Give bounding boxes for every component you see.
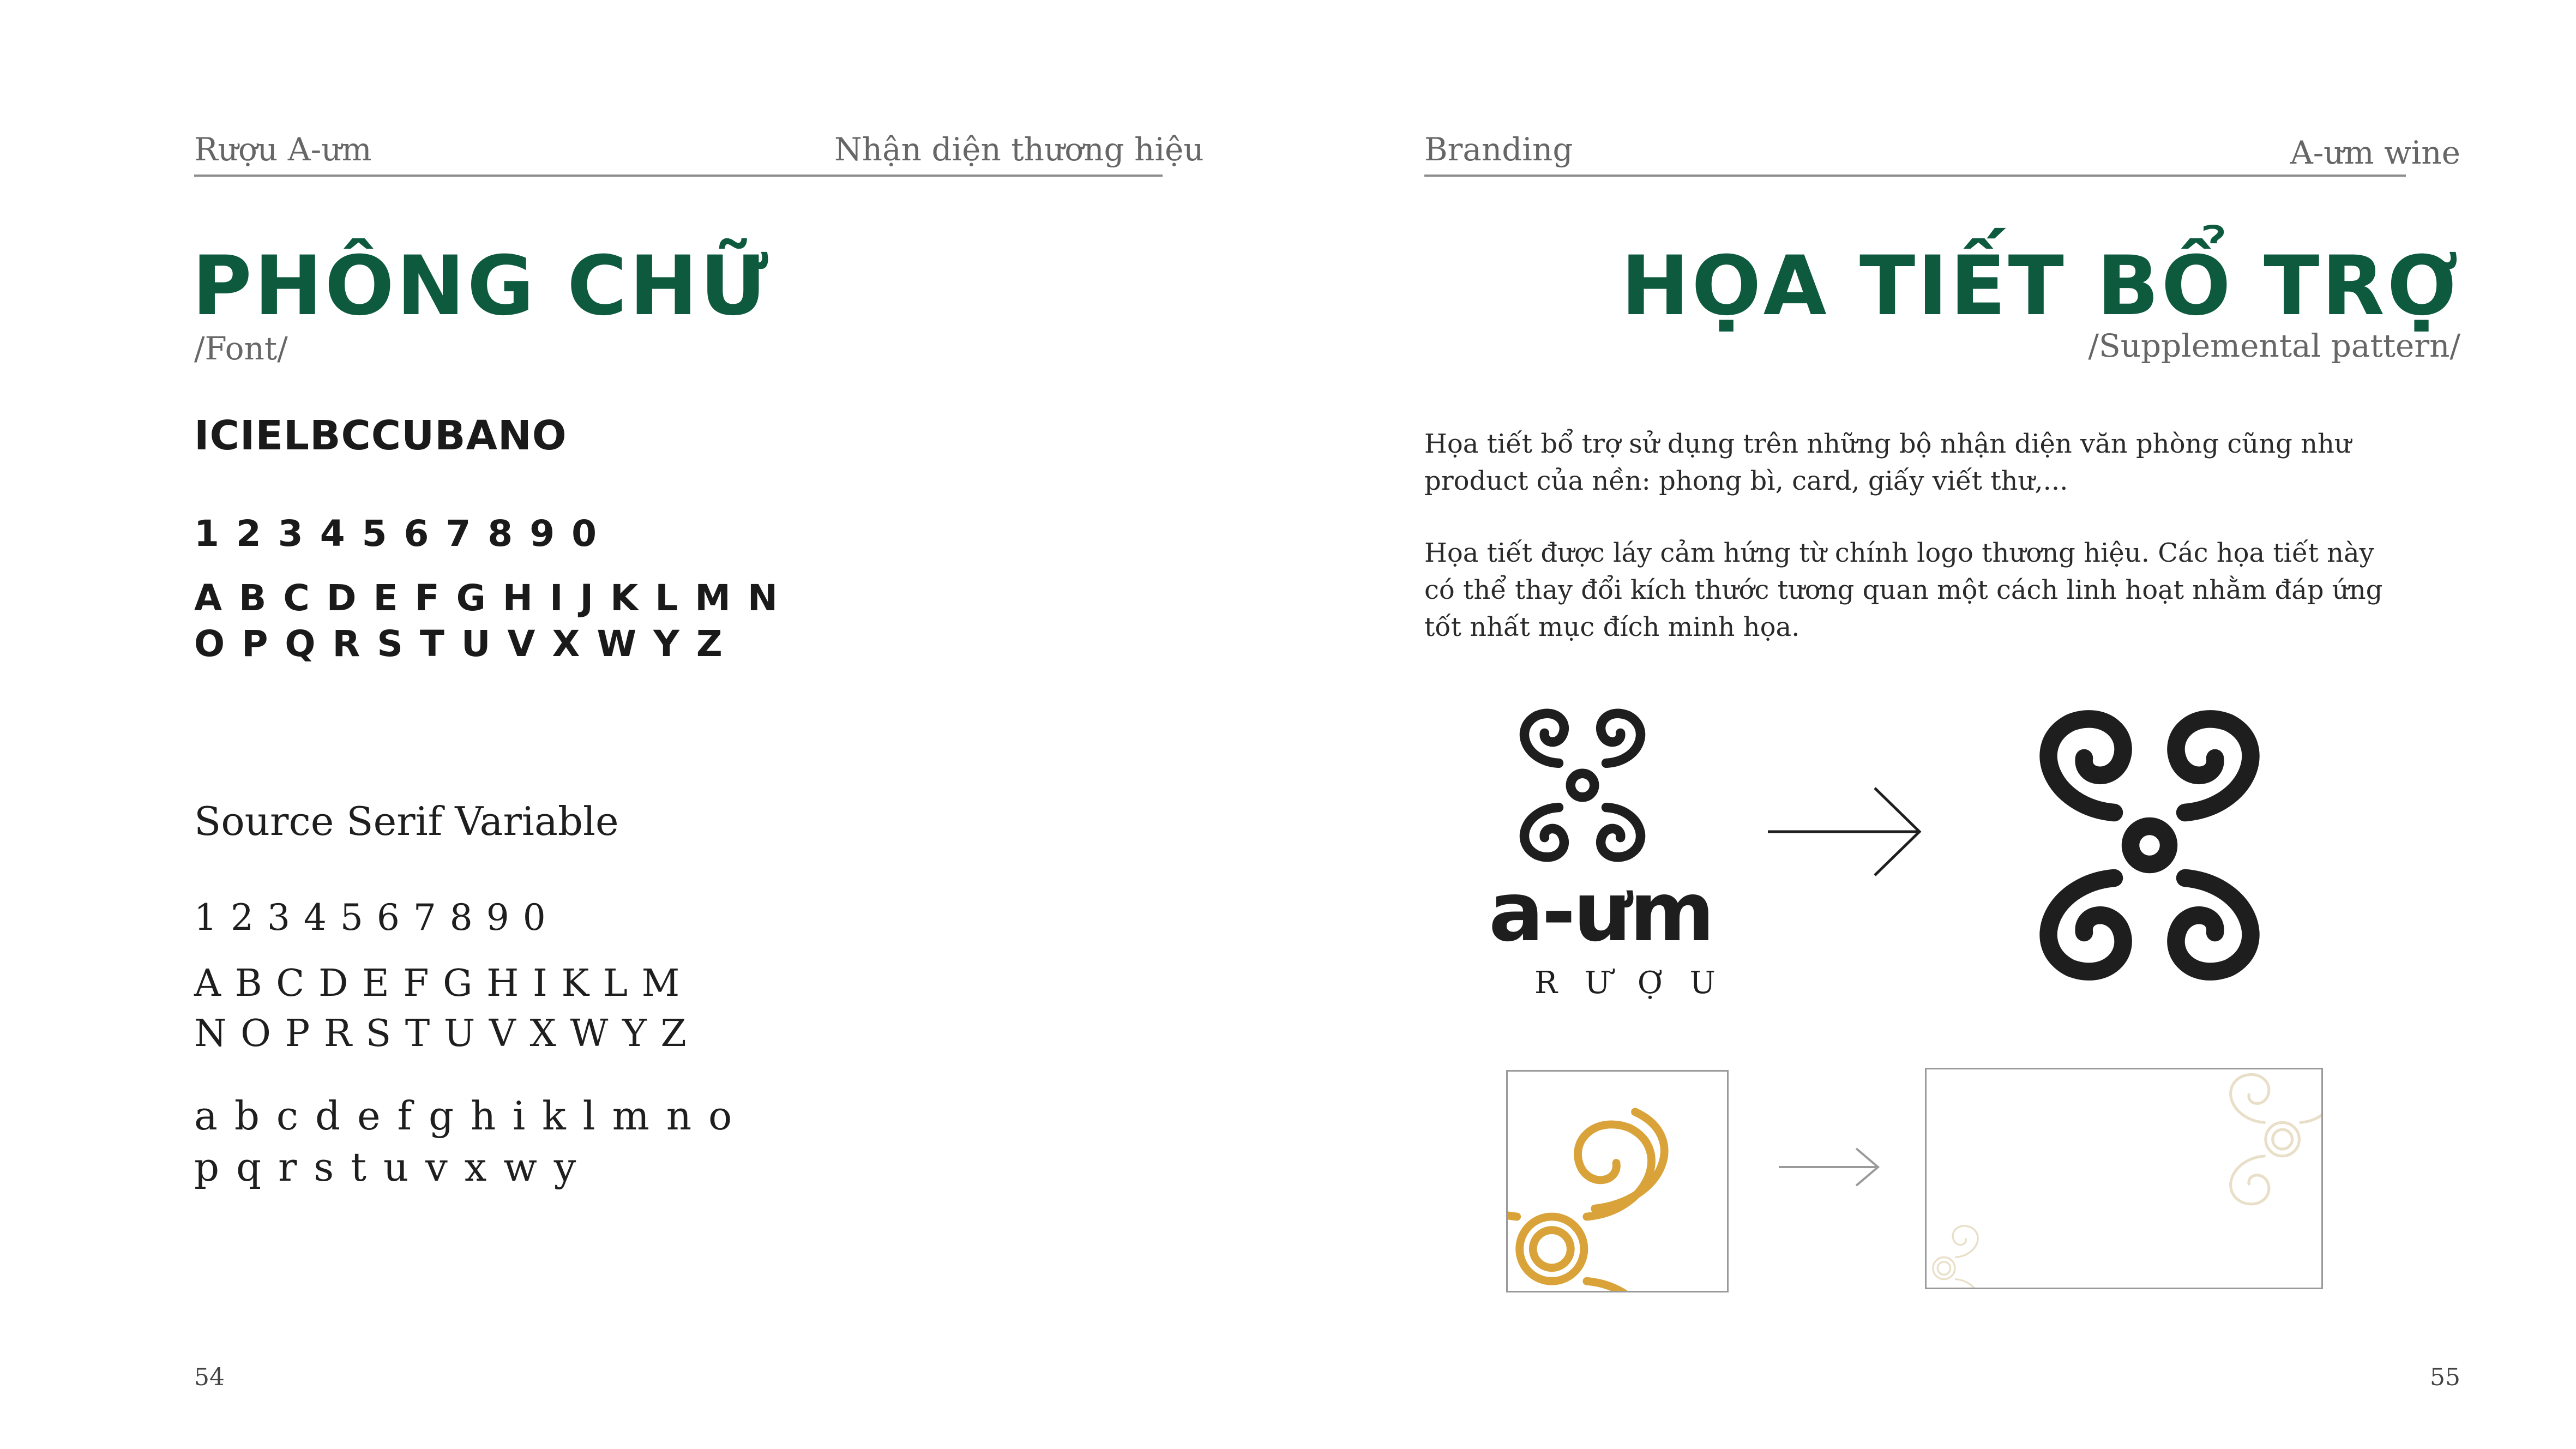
section-subtitle: /Font/ xyxy=(194,330,288,367)
font1-uppercase-line2: O P Q R S T U V X W Y Z xyxy=(194,623,725,665)
header-rule xyxy=(1424,175,2406,177)
running-header-left: Branding xyxy=(1424,131,1573,168)
font2-lowercase-line1: a b c d e f g h i k l m n o xyxy=(194,1093,735,1139)
section-subtitle: /Supplemental pattern/ xyxy=(2088,327,2460,364)
font2-name: Source Serif Variable xyxy=(194,798,619,844)
font1-name: ICIELBCCUBANO xyxy=(194,412,567,459)
header-rule xyxy=(194,175,1163,177)
business-card-mockup xyxy=(1925,1068,2323,1289)
section-title: HỌA TIẾT BỔ TRỢ xyxy=(1621,239,2460,334)
pattern-motif-icon xyxy=(2013,709,2286,982)
gold-pattern-icon xyxy=(1508,1072,1727,1291)
pattern-card-square xyxy=(1506,1070,1729,1292)
font2-lowercase-line2: p q r s t u v x w y xyxy=(194,1144,579,1190)
faint-pattern-icon xyxy=(1927,1069,2321,1288)
running-header-right: Nhận diện thương hiệu xyxy=(834,131,1204,168)
section-title: PHÔNG CHỮ xyxy=(192,239,771,334)
running-header-left: Rượu A-ưm xyxy=(194,131,372,168)
font1-digits: 1 2 3 4 5 6 7 8 9 0 xyxy=(194,513,599,555)
font2-uppercase-line2: N O P R S T U V X W Y Z xyxy=(194,1012,688,1055)
logo-mark-icon xyxy=(1503,706,1662,864)
font2-digits: 1 2 3 4 5 6 7 8 9 0 xyxy=(194,897,547,939)
page-number: 54 xyxy=(194,1363,225,1391)
right-page xyxy=(1288,0,2576,1449)
paragraph-inspiration: Họa tiết được láy cảm hứng từ chính logo thương hiệu. Các họa tiết này có thể thay đổi kích thước tương quan một cách linh hoạt nhằm đáp ứng tốt nhất mục đích minh họa. xyxy=(1424,538,2383,642)
arrow-right-light-icon xyxy=(1779,1145,1882,1189)
font2-uppercase-line1: A B C D E F G H I K L M xyxy=(194,962,681,1005)
paragraph-intro: Họa tiết bổ trợ sử dụng trên những bộ nhận diện văn phòng cũng như product của nền: phong bì, card, giấy viết thư,... xyxy=(1424,429,2351,496)
font1-uppercase-line1: A B C D E F G H I J K L M N xyxy=(194,577,780,619)
logo-tagline: R Ư Ợ U xyxy=(1534,965,1724,1001)
page-number: 55 xyxy=(2430,1363,2460,1391)
running-header-right: A-ưm wine xyxy=(2290,134,2460,171)
arrow-right-icon xyxy=(1768,785,1926,878)
logo-wordmark: a-ưm xyxy=(1489,865,1713,960)
